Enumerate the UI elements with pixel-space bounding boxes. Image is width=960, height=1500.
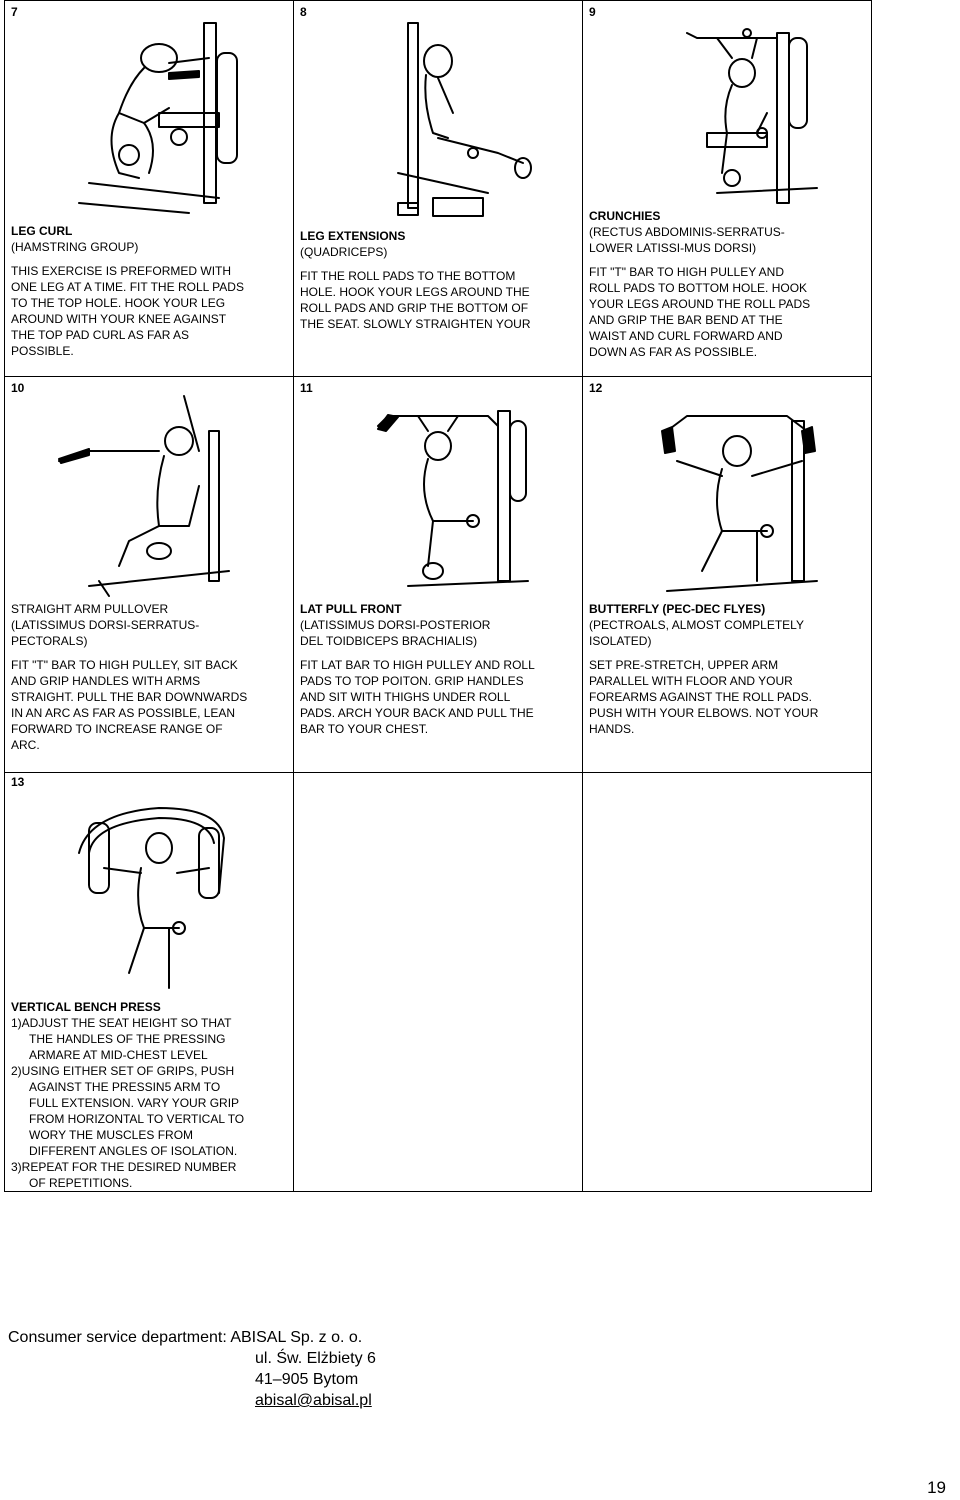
vertical-bench-press-illustration (49, 793, 249, 993)
exercise-body-line: SET PRE-STRETCH, UPPER ARM (589, 658, 779, 672)
exercise-body-line: HOLE. HOOK YOUR LEGS AROUND THE (300, 285, 530, 299)
exercise-subtitle-line: (LATISSIMUS DORSI-POSTERIOR (300, 618, 491, 632)
exercise-body-line: ONE LEG AT A TIME. FIT THE ROLL PADS (11, 280, 244, 294)
crunchies-illustration (627, 13, 827, 208)
exercise-cell-7 (5, 1, 294, 377)
straight-arm-pullover-illustration (49, 391, 249, 601)
exercise-subtitle-line: (RECTUS ABDOMINIS-SERRATUS- (589, 225, 785, 239)
exercise-title: LEG EXTENSIONS (300, 229, 406, 243)
exercise-body-line: AGAINST THE PRESSIN5 ARM TO (29, 1080, 221, 1094)
exercise-body-line: AROUND WITH YOUR KNEE AGAINST (11, 312, 227, 326)
exercise-number: 7 (11, 5, 18, 19)
exercise-body-line: FORWARD TO INCREASE RANGE OF (11, 722, 223, 736)
exercise-body-line: YOUR LEGS AROUND THE ROLL PADS (589, 297, 811, 311)
exercise-body-line: AND GRIP THE BAR BEND AT THE (589, 313, 783, 327)
exercise-number: 11 (300, 381, 313, 395)
leg-curl-illustration (49, 13, 249, 223)
exercise-body-line: FROM HORIZONTAL TO VERTICAL TO (29, 1112, 245, 1126)
exercise-body-line: 1)ADJUST THE SEAT HEIGHT SO THAT (11, 1016, 232, 1030)
exercise-cell-13 (5, 773, 294, 1192)
footer-street: ul. Św. Elżbiety 6 (255, 1350, 376, 1367)
footer-email-link[interactable]: abisal@abisal.pl (255, 1392, 372, 1409)
exercise-title: LEG CURL (11, 224, 73, 238)
exercise-body-line: STRAIGHT. PULL THE BAR DOWNWARDS (11, 690, 248, 704)
exercise-body-line: ROLL PADS AND GRIP THE BOTTOM OF (300, 301, 529, 315)
exercise-body-line: DOWN AS FAR AS POSSIBLE. (589, 345, 758, 359)
page-number: 19 (927, 1478, 946, 1497)
leg-extensions-illustration (338, 13, 538, 228)
footer-label: Consumer service department: (8, 1329, 227, 1346)
exercise-title: STRAIGHT ARM PULLOVER (11, 602, 169, 616)
exercise-subtitle: (HAMSTRING GROUP) (11, 240, 139, 254)
exercise-subtitle-line: DEL TOIDBICEPS BRACHIALIS) (300, 634, 478, 648)
exercise-body-line: FULL EXTENSION. VARY YOUR GRIP (29, 1096, 240, 1110)
exercise-body-line: 2)USING EITHER SET OF GRIPS, PUSH (11, 1064, 235, 1078)
butterfly-illustration (627, 391, 827, 601)
footer-city: 41–905 Bytom (255, 1371, 359, 1388)
exercise-cell-10 (5, 377, 294, 773)
exercise-body-line: WORY THE MUSCLES FROM (29, 1128, 194, 1142)
exercise-number: 10 (11, 381, 25, 395)
empty-cell (583, 773, 872, 1192)
exercise-subtitle: (QUADRICEPS) (300, 245, 388, 259)
exercise-body-line: FIT "T" BAR TO HIGH PULLEY AND (589, 265, 785, 279)
exercise-subtitle-line: (PECTROALS, ALMOST COMPLETELY (589, 618, 804, 632)
exercise-body-line: AND GRIP HANDLES WITH ARMS (11, 674, 201, 688)
exercise-grid (4, 0, 870, 1192)
exercise-title: LAT PULL FRONT (300, 602, 402, 616)
exercise-body-line: PARALLEL WITH FLOOR AND YOUR (589, 674, 793, 688)
exercise-body-line: PADS. ARCH YOUR BACK AND PULL THE (300, 706, 534, 720)
exercise-body-line: 3)REPEAT FOR THE DESIRED NUMBER (11, 1160, 237, 1174)
exercise-body-line: AND SIT WITH THIGHS UNDER ROLL (300, 690, 511, 704)
exercise-body-line: ARC. (11, 738, 40, 752)
exercise-subtitle-line: ISOLATED) (589, 634, 652, 648)
consumer-service-footer (8, 1327, 376, 1411)
exercise-body-line: FIT LAT BAR TO HIGH PULLEY AND ROLL (300, 658, 535, 672)
exercise-subtitle-line: LOWER LATISSI-MUS DORSI) (589, 241, 757, 255)
exercise-body-line: FOREARMS AGAINST THE ROLL PADS. (589, 690, 812, 704)
exercise-body-line: POSSIBLE. (11, 344, 74, 358)
exercise-number: 8 (300, 5, 307, 19)
exercise-body-line: THIS EXERCISE IS PREFORMED WITH (11, 264, 232, 278)
exercise-body-line: THE HANDLES OF THE PRESSING (29, 1032, 226, 1046)
exercise-body-line: PADS TO TOP POITON. GRIP HANDLES (300, 674, 524, 688)
exercise-number: 12 (589, 381, 603, 395)
exercise-body-line: THE TOP PAD CURL AS FAR AS (11, 328, 190, 342)
exercise-title: VERTICAL BENCH PRESS (11, 1000, 161, 1014)
exercise-number: 9 (589, 5, 596, 19)
exercise-body-line: ROLL PADS TO BOTTOM HOLE. HOOK (589, 281, 808, 295)
exercise-subtitle-line: PECTORALS) (11, 634, 88, 648)
exercise-body-line: IN AN ARC AS FAR AS POSSIBLE, LEAN (11, 706, 236, 720)
exercise-body-line: TO THE TOP HOLE. HOOK YOUR LEG (11, 296, 226, 310)
exercise-body-line: HANDS. (589, 722, 635, 736)
exercise-body-line: FIT "T" BAR TO HIGH PULLEY, SIT BACK (11, 658, 238, 672)
exercise-body-line: THE SEAT. SLOWLY STRAIGHTEN YOUR (300, 317, 531, 331)
exercise-body-line: ARMARE AT MID-CHEST LEVEL (29, 1048, 208, 1062)
lat-pull-front-illustration (338, 391, 538, 601)
exercise-title: BUTTERFLY (PEC-DEC FLYES) (589, 602, 766, 616)
empty-cell (294, 773, 583, 1192)
exercise-body-line: FIT THE ROLL PADS TO THE BOTTOM (300, 269, 516, 283)
footer-company: ABISAL Sp. z o. o. (230, 1329, 363, 1346)
exercise-body-line: BAR TO YOUR CHEST. (300, 722, 429, 736)
exercise-cell-8 (294, 1, 583, 377)
exercise-body-line: OF REPETITIONS. (29, 1176, 133, 1190)
exercise-cell-11 (294, 377, 583, 773)
exercise-cell-12 (583, 377, 872, 773)
exercise-subtitle-line: (LATISSIMUS DORSI-SERRATUS- (11, 618, 200, 632)
exercise-body-line: DIFFERENT ANGLES OF ISOLATION. (29, 1144, 238, 1158)
exercise-cell-9 (583, 1, 872, 377)
exercise-body-line: WAIST AND CURL FORWARD AND (589, 329, 783, 343)
exercise-number: 13 (11, 775, 25, 789)
exercise-title: CRUNCHIES (589, 209, 661, 223)
exercise-body-line: PUSH WITH YOUR ELBOWS. NOT YOUR (589, 706, 819, 720)
